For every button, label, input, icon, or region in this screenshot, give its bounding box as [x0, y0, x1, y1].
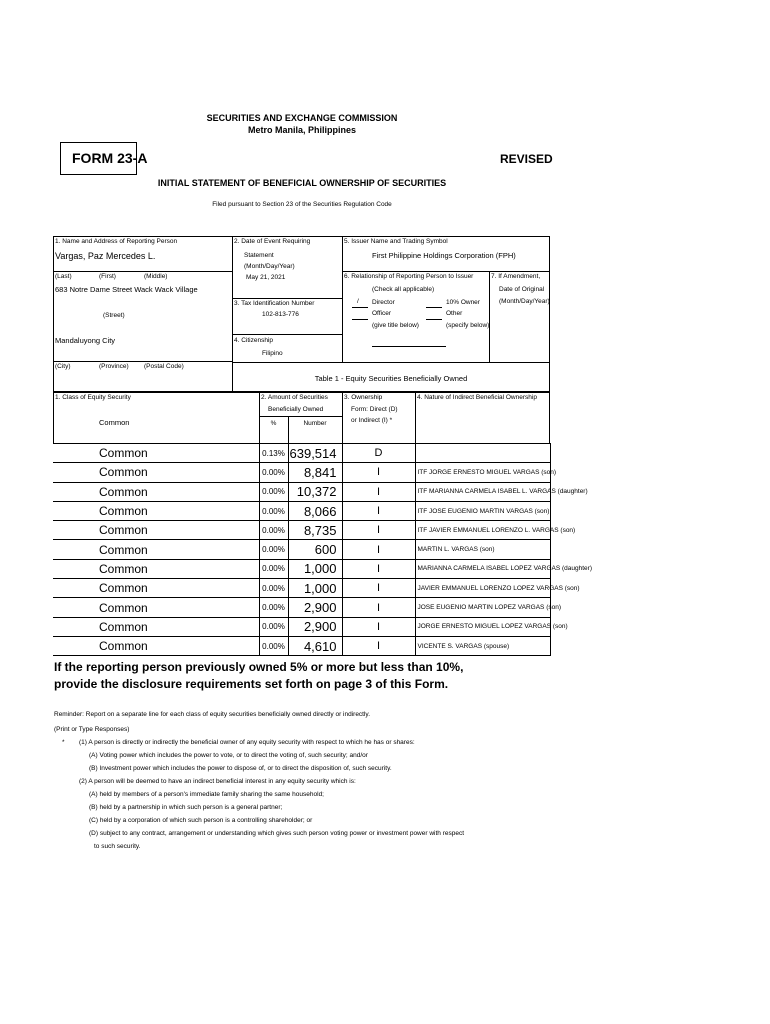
nature-cell: ITF MARIANNA CARMELA ISABEL L. VARGAS (daughter)	[415, 482, 550, 501]
agency-location: Metro Manila, Philippines	[247, 125, 356, 135]
percent-cell: 0.00%	[259, 540, 288, 559]
table-row	[53, 559, 550, 578]
form-name: FORM 23-A	[72, 150, 148, 166]
class-cell: Common	[53, 463, 259, 482]
ownership-cell: I	[342, 617, 415, 636]
percent-cell: 0.00%	[259, 482, 288, 501]
ownership-cell: I	[342, 579, 415, 598]
reminder-line: Reminder: Report on a separate line for each class of equity securities beneficially owned directly or indirectly.	[54, 711, 371, 718]
city-label: (City)	[55, 363, 71, 370]
percent-cell: 0.00%	[259, 598, 288, 617]
print-type-note: (Print or Type Responses)	[54, 726, 130, 733]
reminder-p1a: (A) Voting power which includes the power to vote, or to direct the voting of, such security; and/or	[89, 752, 368, 759]
number-cell: 639,514	[288, 444, 342, 463]
other-note: (specify below)	[446, 322, 490, 329]
revised-label: REVISED	[500, 152, 553, 166]
event-date-format: (Month/Day/Year)	[244, 263, 295, 270]
officer-note: (give title below)	[372, 322, 419, 329]
issuer-label: 5. Issuer Name and Trading Symbol	[344, 238, 448, 245]
percent-cell: 0.00%	[259, 463, 288, 482]
percent-cell: 0.00%	[259, 501, 288, 520]
disclosure-notice-line2: provide the disclosure requirements set forth on page 3 of this Form.	[54, 677, 449, 691]
footnote-star: *	[62, 739, 65, 746]
ownership-cell: I	[342, 521, 415, 540]
percent-cell: 0.00%	[259, 636, 288, 655]
number-cell: 2,900	[288, 617, 342, 636]
percent-cell: 0.00%	[259, 559, 288, 578]
nature-cell: JOSE EUGENIO MARTIN LOPEZ VARGAS (son)	[415, 598, 550, 617]
col-ownership-indirect: or Indirect (I) *	[351, 417, 393, 424]
table-row	[53, 598, 550, 617]
table-row	[53, 463, 550, 482]
number-cell: 8,066	[288, 501, 342, 520]
officer-label: Officer	[372, 310, 392, 317]
street-address: 683 Notre Dame Street Wack Wack Village	[55, 285, 198, 294]
class-cell: Common	[53, 598, 259, 617]
class-cell: Common	[53, 521, 259, 540]
director-label: Director	[372, 299, 395, 306]
nature-cell: ITF JORGE ERNESTO MIGUEL VARGAS (son)	[415, 463, 550, 482]
reminder-p2d-cont: to such security.	[94, 843, 141, 850]
disclosure-notice-line1: If the reporting person previously owned 5% or more but less than 10%,	[54, 660, 464, 674]
agency-name: SECURITIES AND EXCHANGE COMMISSION	[206, 113, 398, 123]
relationship-label: 6. Relationship of Reporting Person to Issuer	[344, 273, 474, 280]
event-date-value: May 21, 2021	[246, 274, 286, 281]
number-cell: 2,900	[288, 598, 342, 617]
number-cell: 8,735	[288, 521, 342, 540]
owner-label: 10% Owner	[446, 299, 480, 306]
reminder-p2: (2) A person will be deemed to have an indirect beneficial interest in any equity security which is:	[79, 778, 356, 785]
reminder-p2c: (C) held by a corporation of which such person is a controlling shareholder; or	[89, 817, 313, 824]
middle-label: (Middle)	[144, 273, 168, 280]
reminder-p1: (1) A person is directly or indirectly the beneficial owner of any equity security with respect to which he has or shares:	[79, 739, 415, 746]
nature-cell: ITF JOSE EUGENIO MARTIN VARGAS (son)	[415, 501, 550, 520]
nature-cell: VICENTE S. VARGAS (spouse)	[415, 636, 550, 655]
form-subtitle: Filed pursuant to Section 23 of the Securities Regulation Code	[212, 201, 392, 208]
table-row	[53, 636, 550, 655]
province-label: (Province)	[99, 363, 129, 370]
number-cell: 8,841	[288, 463, 342, 482]
nature-cell: MARTIN L. VARGAS (son)	[415, 540, 550, 559]
percent-cell: 0.00%	[259, 521, 288, 540]
ownership-cell: I	[342, 636, 415, 655]
table-row	[53, 617, 550, 636]
class-cell: Common	[53, 617, 259, 636]
ownership-cell: D	[342, 444, 415, 463]
ownership-cell: I	[342, 463, 415, 482]
form-title: INITIAL STATEMENT OF BENEFICIAL OWNERSHIP OF SECURITIES	[157, 178, 447, 188]
nature-cell: JAVIER EMMANUEL LORENZO LOPEZ VARGAS (son)	[415, 579, 550, 598]
nature-cell: ITF JAVIER EMMANUEL LORENZO L. VARGAS (son)	[415, 521, 550, 540]
table-title: Table 1 - Equity Securities Beneficially Owned	[314, 374, 468, 383]
col-ownership-form: Form: Direct (D)	[351, 406, 398, 413]
other-label: Other	[446, 310, 463, 317]
table-row	[53, 540, 550, 559]
class-cell: Common	[53, 559, 259, 578]
table-row	[53, 579, 550, 598]
director-mark: /	[357, 298, 359, 305]
ownership-cell: I	[342, 598, 415, 617]
reporting-person-name: Vargas, Paz Mercedes L.	[55, 251, 156, 261]
event-date-label: 2. Date of Event Requiring	[234, 238, 311, 245]
tin-label: 3. Tax Identification Number	[234, 300, 315, 307]
issuer-value: First Philippine Holdings Corporation (FPH)	[372, 251, 516, 260]
citizenship-value: Filipino	[262, 350, 283, 357]
ownership-cell: I	[342, 559, 415, 578]
ownership-cell: I	[342, 501, 415, 520]
percent-cell: 0.00%	[259, 617, 288, 636]
table-row	[53, 482, 550, 501]
class-cell: Common	[53, 444, 259, 463]
first-label: (First)	[99, 273, 116, 280]
percent-cell: 0.13%	[259, 444, 288, 463]
ownership-cell: I	[342, 540, 415, 559]
class-cell: Common	[53, 636, 259, 655]
amendment-date-format: (Month/Day/Year)	[499, 298, 550, 305]
ownership-cell: I	[342, 482, 415, 501]
class-cell: Common	[53, 501, 259, 520]
postal-label: (Postal Code)	[144, 363, 184, 370]
col-ownership-header: 3. Ownership	[344, 394, 383, 401]
class-cell: Common	[53, 540, 259, 559]
equity-securities-table	[53, 443, 592, 656]
col-amount-header: 2. Amount of Securities	[261, 394, 328, 401]
form-name-box	[60, 142, 148, 175]
last-label: (Last)	[55, 273, 72, 280]
col-nature-header: 4. Nature of Indirect Beneficial Ownership	[417, 394, 537, 401]
percent-cell: 0.00%	[259, 579, 288, 598]
city-value: Mandaluyong City	[55, 336, 116, 345]
table-row	[53, 501, 550, 520]
street-label: (Street)	[103, 312, 125, 319]
reminder-p2d: (D) subject to any contract, arrangement or understanding which gives such person voting power or investment power with respect	[89, 830, 465, 837]
col-amount-sub: Beneficially Owned	[268, 406, 324, 413]
col-number-header: Number	[303, 420, 327, 427]
relationship-check-note: (Check all applicable)	[372, 286, 435, 293]
amendment-label: 7. If Amendment,	[491, 273, 541, 280]
nature-cell: JORGE ERNESTO MIGUEL LOPEZ VARGAS (son)	[415, 617, 550, 636]
col-class-header: 1. Class of Equity Security	[55, 394, 131, 401]
reminder-p2a: (A) held by members of a person's immediate family sharing the same household;	[89, 791, 324, 798]
class-cell: Common	[53, 579, 259, 598]
number-cell: 10,372	[288, 482, 342, 501]
event-date-statement: Statement	[244, 252, 274, 259]
citizenship-label: 4. Citizenship	[234, 337, 274, 344]
reminder-p2b: (B) held by a partnership in which such person is a general partner;	[89, 804, 283, 811]
nature-cell	[415, 444, 550, 463]
table-row	[53, 444, 550, 463]
col-pct-header: %	[270, 420, 277, 427]
reporting-person-label: 1. Name and Address of Reporting Person	[55, 238, 178, 245]
reminder-p1b: (B) Investment power which includes the power to dispose of, or to direct the disposition of, such security.	[89, 765, 392, 772]
nature-cell: MARIANNA CARMELA ISABEL LOPEZ VARGAS (daughter)	[415, 559, 550, 578]
number-cell: 1,000	[288, 579, 342, 598]
amendment-date-original: Date of Original	[499, 286, 545, 293]
class-cell: Common	[53, 482, 259, 501]
tin-value: 102-813-776	[262, 311, 299, 318]
number-cell: 1,000	[288, 559, 342, 578]
table-row	[53, 521, 550, 540]
number-cell: 4,610	[288, 636, 342, 655]
header-class-value: Common	[99, 418, 130, 427]
number-cell: 600	[288, 540, 342, 559]
